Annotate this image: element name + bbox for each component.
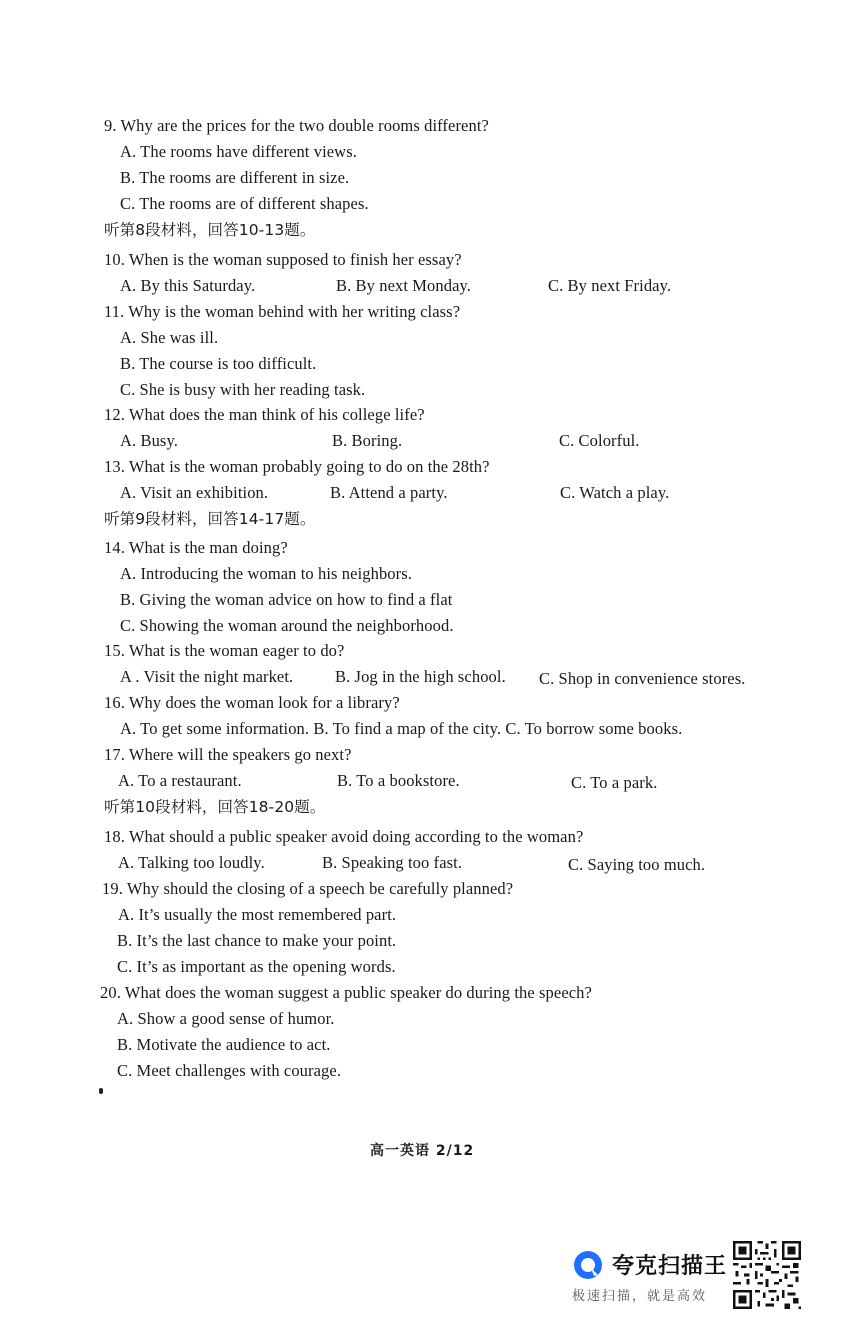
question-11-option-c: C. She is busy with her reading task. [120, 380, 366, 399]
question-18-option-a: A. Talking too loudly. [118, 853, 265, 872]
question-14-option-b: B. Giving the woman advice on how to find a flat [120, 590, 453, 609]
question-14-option-c: C. Showing the woman around the neighborhood. [120, 616, 454, 635]
question-13-option-a: A. Visit an exhibition. [120, 483, 269, 502]
question-17-option-c: C. To a park. [571, 773, 658, 792]
section-9-heading: 听第9段材料，回答14-17题。 [104, 510, 316, 528]
question-18-stem: 18. What should a public speaker avoid doing according to the woman? [104, 827, 584, 846]
section-10-heading: 听第10段材料，回答18-20题。 [104, 798, 326, 816]
question-10-option-c: C. By next Friday. [548, 276, 672, 295]
question-11-option-a: A. She was ill. [120, 328, 219, 347]
question-19-option-b: B. It’s the last chance to make your point. [117, 931, 397, 950]
question-20-option-c: C. Meet challenges with courage. [117, 1061, 342, 1080]
scan-speck [99, 1088, 103, 1094]
qr-code-icon [733, 1241, 801, 1309]
question-18-option-b: B. Speaking too fast. [322, 853, 463, 872]
question-18-option-c: C. Saying too much. [568, 855, 706, 874]
question-19-option-c: C. It’s as important as the opening words. [117, 957, 396, 976]
question-15-stem: 15. What is the woman eager to do? [104, 641, 345, 660]
question-20-stem: 20. What does the woman suggest a public speaker do during the speech? [100, 983, 592, 1002]
question-19-option-a: A. It’s usually the most remembered part. [118, 905, 397, 924]
question-13-option-c: C. Watch a play. [560, 483, 670, 502]
question-17-option-a: A. To a restaurant. [118, 771, 242, 790]
question-11-option-b: B. The course is too difficult. [120, 354, 317, 373]
question-9-stem: 9. Why are the prices for the two double rooms different? [104, 116, 489, 135]
watermark-subtitle: 极速扫描，就是高效 [572, 1289, 708, 1304]
question-15-option-a: A . Visit the night market. [120, 667, 294, 686]
watermark-title: 夸克扫描王 [612, 1254, 728, 1279]
page-footer: 高一英语 2/12 [370, 1143, 475, 1159]
question-14-option-a: A. Introducing the woman to his neighbors. [120, 564, 412, 583]
question-9-option-a: A. The rooms have different views. [120, 142, 357, 161]
question-12-option-a: A. Busy. [120, 431, 178, 450]
section-8-heading: 听第8段材料，回答10-13题。 [104, 221, 316, 239]
question-9-option-c: C. The rooms are of different shapes. [120, 194, 369, 213]
question-10-option-b: B. By next Monday. [336, 276, 472, 295]
question-19-stem: 19. Why should the closing of a speech be carefully planned? [102, 879, 514, 898]
question-16-options: A. To get some information. B. To find a map of the city. C. To borrow some books. [120, 719, 683, 738]
question-13-option-b: B. Attend a party. [330, 483, 448, 502]
question-15-option-c: C. Shop in convenience stores. [539, 669, 746, 688]
question-12-stem: 12. What does the man think of his college life? [104, 405, 425, 424]
question-16-stem: 16. Why does the woman look for a library? [104, 693, 400, 712]
question-10-option-a: A. By this Saturday. [120, 276, 256, 295]
question-20-option-b: B. Motivate the audience to act. [117, 1035, 331, 1054]
question-20-option-a: A. Show a good sense of humor. [117, 1009, 335, 1028]
question-11-stem: 11. Why is the woman behind with her writing class? [104, 302, 461, 321]
scanner-logo-icon [572, 1249, 604, 1281]
question-12-option-c: C. Colorful. [559, 431, 640, 450]
question-12-option-b: B. Boring. [332, 431, 403, 450]
question-14-stem: 14. What is the man doing? [104, 538, 288, 557]
question-9-option-b: B. The rooms are different in size. [120, 168, 350, 187]
question-10-stem: 10. When is the woman supposed to finish her essay? [104, 250, 462, 269]
question-15-option-b: B. Jog in the high school. [335, 667, 506, 686]
question-13-stem: 13. What is the woman probably going to do on the 28th? [104, 457, 490, 476]
scanner-watermark [572, 1243, 742, 1303]
question-17-stem: 17. Where will the speakers go next? [104, 745, 352, 764]
question-17-option-b: B. To a bookstore. [337, 771, 460, 790]
